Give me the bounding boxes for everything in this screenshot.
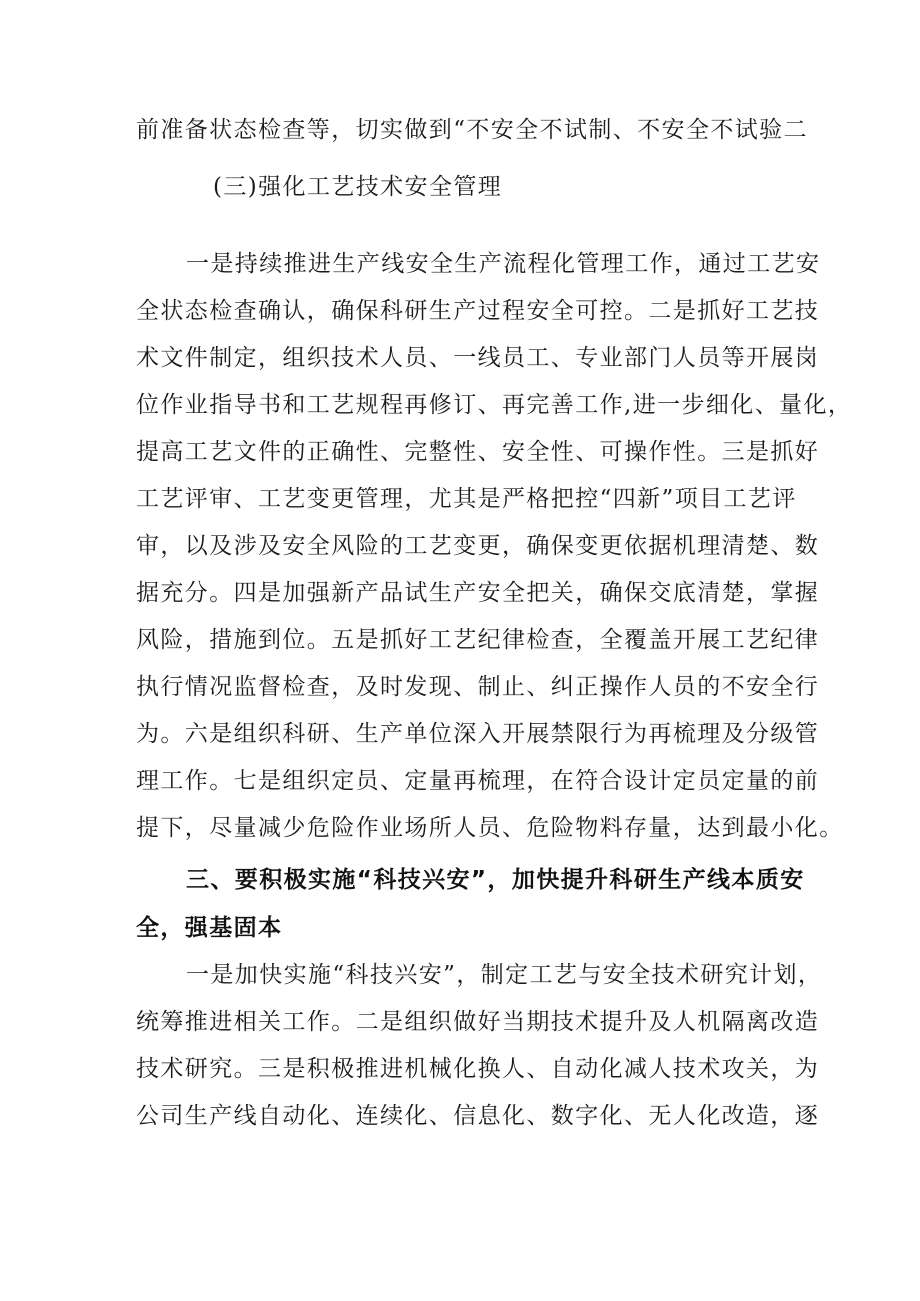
paragraph-1-line: 提下，尽量减少危险作业场所人员、危险物料存量，达到最小化。 xyxy=(136,815,844,841)
paragraph-1-line: 执行情况监督检查，及时发现、制止、纠正操作人员的不安全行 xyxy=(136,674,820,700)
paragraph-1-line: 理工作。七是组织定员、定量再梳理，在符合设计定员定量的前 xyxy=(136,768,820,794)
paragraph-1-line: 位作业指导书和工艺规程再修订、再完善工作,进一步细化、量化， xyxy=(136,392,853,418)
continuation-line: 前准备状态检查等，切实做到“不安全不试制、不安全不试验二 xyxy=(136,117,808,143)
subheading: (三)强化工艺技术安全管理 xyxy=(213,174,503,200)
paragraph-1-line: 风险，措施到位。五是抓好工艺纪律检查，全覆盖开展工艺纪律 xyxy=(136,627,820,653)
paragraph-2-line: 一是加快实施“科技兴安”，制定工艺与安全技术研究计划， xyxy=(186,962,823,988)
paragraph-1-line: 为。六是组织科研、生产单位深入开展禁限行为再梳理及分级管 xyxy=(136,721,820,747)
paragraph-1-line: 审，以及涉及安全风险的工艺变更，确保变更依据机理清楚、数 xyxy=(136,533,820,559)
paragraph-1-line: 全状态检查确认，确保科研生产过程安全可控。二是抓好工艺技 xyxy=(136,298,820,324)
paragraph-1-line: 一是持续推进生产线安全生产流程化管理工作，通过工艺安 xyxy=(186,251,821,277)
paragraph-1-line: 工艺评审、工艺变更管理，尤其是严格把控“四新”项目工艺评 xyxy=(136,486,797,512)
section-heading-line: 三、要积极实施“科技兴安”，加快提升科研生产线本质安 xyxy=(186,867,805,893)
paragraph-2-line: 统筹推进相关工作。二是组织做好当期技术提升及人机隔离改造 xyxy=(136,1009,820,1035)
paragraph-1-line: 提高工艺文件的正确性、完整性、安全性、可操作性。三是抓好 xyxy=(136,439,820,465)
section-heading-line: 全，强基固本 xyxy=(136,915,283,941)
paragraph-2-line: 公司生产线自动化、连续化、信息化、数字化、无人化改造，逐 xyxy=(136,1103,820,1129)
paragraph-1-line: 术文件制定，组织技术人员、一线员工、专业部门人员等开展岗 xyxy=(136,345,820,371)
paragraph-2-line: 技术研究。三是积极推进机械化换人、自动化减人技术攻关，为 xyxy=(136,1056,820,1082)
paragraph-1-line: 据充分。四是加强新产品试生产安全把关，确保交底清楚，掌握 xyxy=(136,580,820,606)
